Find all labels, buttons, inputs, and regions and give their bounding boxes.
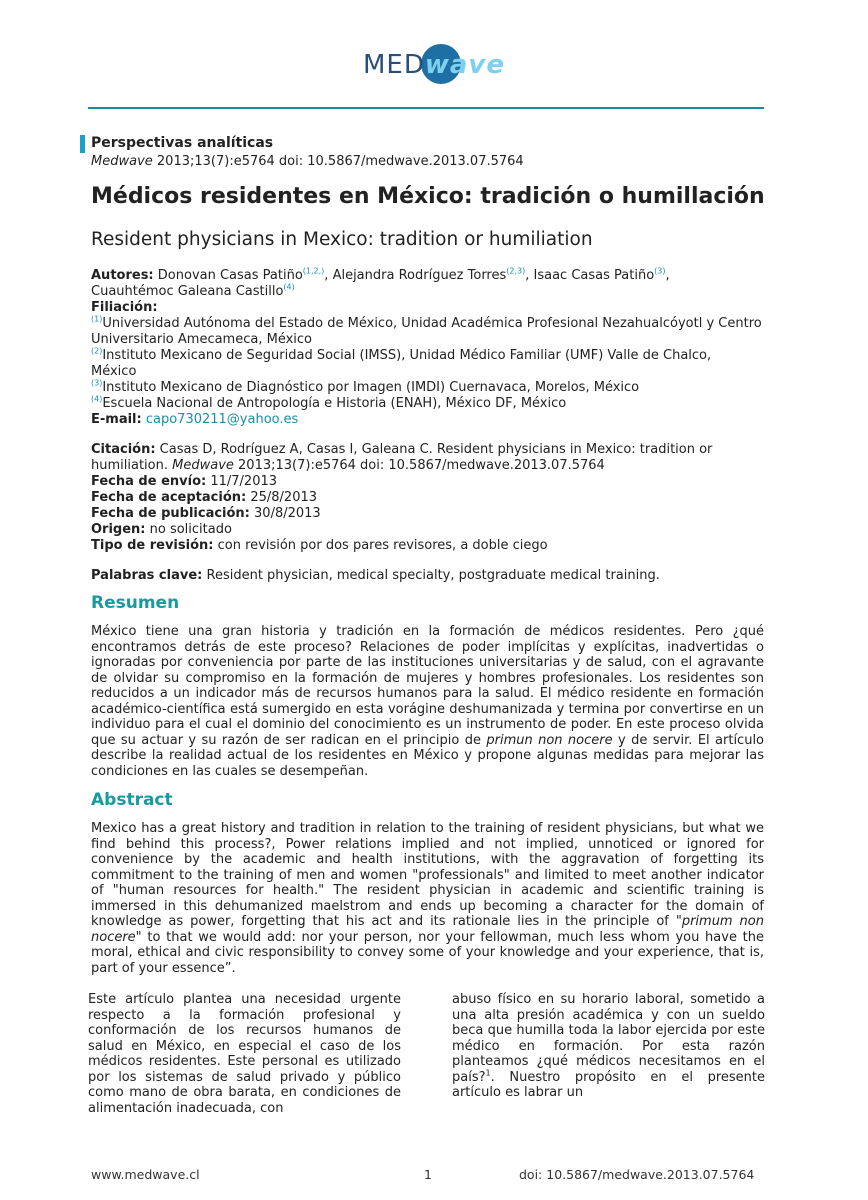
citacion-text: Casas D, Rodríguez A, Casas I, Galeana C. Resident physicians in Mexico: tradition or (155, 442, 713, 457)
citation-block (91, 442, 771, 554)
date-label: Fecha de publicación: (91, 506, 250, 521)
affiliation-text: México (91, 364, 137, 379)
authors-block: Autores: Donovan Casas Patiño$^{(1,2,)}$, Alejandra Rodríguez Torres$^{(2,3)}$, Isaac Casas Patiño$^{(3)}$, Cuauhtémoc Galeana Castillo$^{(4)}$ (91, 266, 670, 299)
affiliation-text: Universidad Autónoma del Estado de México, Unidad Académica Profesional Nezahualcóyotl y Centro (102, 316, 762, 331)
date-value: 25/8/2013 (246, 490, 318, 505)
affiliation-label: Filiación: (91, 300, 158, 315)
affiliation-block (91, 300, 771, 428)
affiliation-text: Instituto Mexicano de Diagnóstico por Imagen (IMDI) Cuernavaca, Morelos, México (102, 380, 640, 395)
citacion-journal: Medwave (172, 458, 234, 473)
date-value: 11/7/2013 (206, 474, 278, 489)
origin-label: Origen: (91, 522, 146, 537)
footer-doi: doi: 10.5867/medwave.2013.07.5764 (519, 1167, 755, 1182)
citation-rest: 2013;13(7):e5764 doi: 10.5867/medwave.2013.07.5764 (152, 154, 524, 169)
citacion-text: 2013;13(7):e5764 doi: 10.5867/medwave.2013.07.5764 (233, 458, 605, 473)
body-right-text: abuso físico en su horario laboral, sometido a una alta presión académica y con un sueldo beca que humilla toda la labor ejercida por este médico en formación. Por esta razón planteamos ¿qué médicos necesitamos en el país? (452, 992, 765, 1085)
body-column-right (452, 992, 765, 1101)
footnote-ref: 1 (485, 1068, 491, 1078)
citation-line (91, 154, 524, 169)
citacion-label: Citación: (91, 442, 156, 457)
abstract-text-end: to that we would add: nor your person, nor your fellowman, much less whom you have the moral, ethical and civic responsibility to convey some of your knowledge and your experience, that is, part of your essence”. (91, 929, 764, 976)
body-right-text-end: . Nuestro propósito en el presente artículo es labrar un (452, 1069, 765, 1100)
article-title: Médicos residentes en México: tradición o humillación (91, 184, 765, 209)
logo-wave-text: wave (424, 50, 506, 80)
authors-label: Autores: (91, 268, 154, 283)
section-marker (80, 135, 85, 153)
author-sup: (1,2,) (302, 266, 325, 276)
abstract-heading: Abstract (91, 790, 173, 810)
body-column-left: Este artículo plantea una necesidad urgente respecto a la formación profesional y conformación de los recursos humanos de salud en México, en especial el caso de los médicos residentes. Este personal es utilizado por los sistemas de salud privado y público como mano de obra barata, en condiciones de alimentación inadecuada, con (88, 992, 401, 1116)
citation-journal: Medwave (91, 154, 153, 169)
abstract-text: Mexico has a great history and tradition in relation to the training of resident physicians, but what we find behind this process?, Power relations implied and not implied, unnoticed or ignored for convenience by the academic and health institutions, with the aggravation of forgetting its commitment to the training of men and women "professionals" and limited to meet another indicator of "human resources for health." The resident physician in academic and scientific training is immersed in this dehumanized maelstrom and ends up becoming a character for the domain of knowledge as power, forgetting that his act and its rationale lies in the principle of (91, 821, 764, 929)
footer-page-number: 1 (424, 1167, 432, 1182)
author-sup: (3) (654, 266, 666, 276)
author-sup: (2,3) (506, 266, 526, 276)
author-sup: (4) (283, 282, 295, 292)
article-subtitle: Resident physicians in Mexico: tradition or humiliation (91, 229, 593, 250)
keywords-block (91, 568, 771, 584)
affiliation-sup: (3) (91, 378, 103, 388)
email-link[interactable]: capo730211@yahoo.es (145, 412, 299, 427)
resumen-italic: primun non nocere (486, 732, 613, 748)
keywords-value: Resident physician, medical specialty, postgraduate medical training. (202, 568, 660, 583)
resumen-paragraph (91, 624, 764, 779)
author-name: Cuauhtémoc Galeana Castillo (91, 284, 284, 299)
author-name: Donovan Casas Patiño (157, 268, 303, 283)
header-divider (88, 107, 764, 109)
affiliation-sup: (4) (91, 394, 103, 404)
abstract-paragraph (91, 821, 764, 976)
author-name: Isaac Casas Patiño (533, 268, 655, 283)
affiliation-sup: (1) (91, 314, 103, 324)
author-name: Alejandra Rodríguez Torres (332, 268, 507, 283)
date-value: 30/8/2013 (249, 506, 321, 521)
footer-site: www.medwave.cl (91, 1167, 200, 1182)
medwave-logo (0, 50, 868, 80)
logo-med-text: MED (362, 50, 425, 80)
affiliation-text: Instituto Mexicano de Seguridad Social (IMSS), Unidad Médico Familiar (UMF) Valle de Chalco, (102, 348, 712, 363)
section-label: Perspectivas analíticas (91, 135, 274, 151)
resumen-text: México tiene una gran historia y tradición en la formación de médicos residentes. Pero ¿qué encontramos detrás de este proceso? Relaciones de poder implícitas y explícitas, inadvertidas o ignoradas por conveniencia por parte de las instituciones universitarias y de salud, con el agravante de olvidar su compromiso en la formación de mujeres y hombres profesionales. Los residentes son reducidos a un indicador más de recursos humanos para la salud. El médico residente en formación académico-científica está sumergido en esta vorágine deshumanizada y termina por convertirse en un individuo para el cual el dominio del conocimiento es un instrumento de poder. En este proceso olvida que su actuar y su razón de ser radican en el principio de (91, 624, 764, 748)
date-label: Fecha de aceptación: (91, 490, 247, 505)
date-label: Fecha de envío: (91, 474, 207, 489)
affiliation-text: Escuela Nacional de Antropología e Historia (ENAH), México DF, México (102, 396, 567, 411)
origin-value: no solicitado (145, 522, 232, 537)
resumen-text-end: y de servir. El artículo describe la realidad actual de los residentes en México y propone algunas medidas para mejorar las condiciones en las cuales se desempeñan. (91, 732, 765, 779)
abstract-italic: "primum non nocere" (91, 914, 764, 945)
review-value: con revisión por dos pares revisores, a doble ciego (213, 538, 548, 553)
email-label: E-mail: (91, 412, 142, 427)
review-label: Tipo de revisión: (91, 538, 214, 553)
resumen-heading: Resumen (91, 593, 180, 613)
affiliation-sup: (2) (91, 346, 103, 356)
citacion-text: humiliation. (91, 458, 173, 473)
affiliation-text: Universitario Amecameca, México (91, 332, 312, 347)
logo-wave-mark (425, 50, 505, 80)
keywords-label: Palabras clave: (91, 568, 203, 583)
